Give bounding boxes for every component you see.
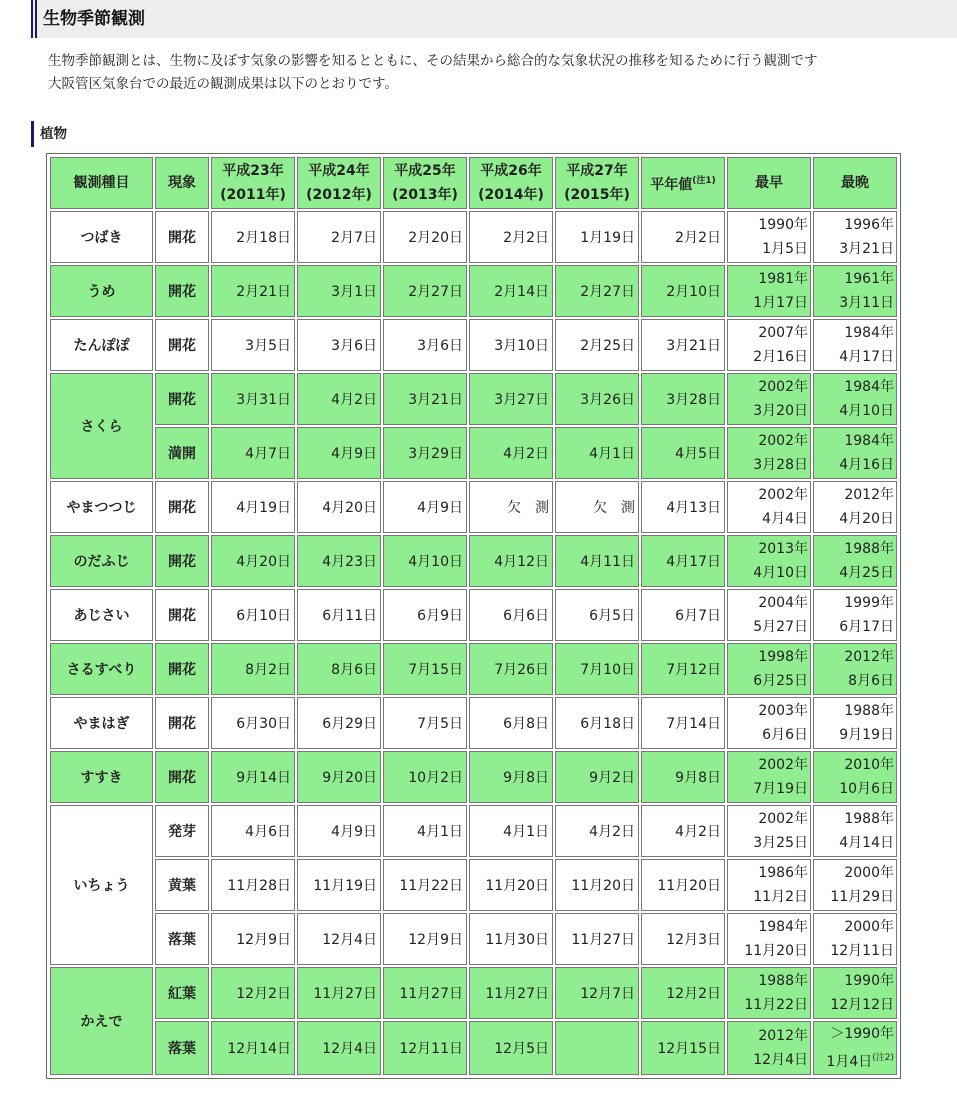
cell-earliest (727, 319, 811, 371)
cell-phenomenon: 発芽 (155, 805, 209, 857)
cell-phenomenon: 黄葉 (155, 859, 209, 911)
cell-2013: 11月27日 (383, 967, 467, 1019)
latest-year: 1984年 (844, 433, 894, 449)
earliest-date: 2月16日 (753, 349, 808, 365)
cell-2012: 4月2日 (297, 373, 381, 425)
latest-year: 2000年 (844, 919, 894, 935)
cell-latest (813, 589, 897, 641)
cell-earliest (727, 859, 811, 911)
earliest-year: 1998年 (758, 649, 808, 665)
cell-2014: 7月26日 (469, 643, 553, 695)
latest-year: 1990年 (844, 973, 894, 989)
earliest-date: 5月27日 (753, 619, 808, 635)
cell-2012: 2月7日 (297, 211, 381, 263)
cell-2012: 12月4日 (297, 913, 381, 965)
cell-species: のだふじ (50, 535, 153, 587)
header-2015-jp: 平成27年 (566, 163, 628, 179)
page-title: 生物季節観測 (43, 9, 145, 29)
cell-earliest (727, 265, 811, 317)
earliest-date: 1月5日 (762, 241, 808, 257)
cell-latest (813, 319, 897, 371)
phenology-table (48, 155, 899, 1077)
header-2012-jp: 平成24年 (308, 163, 370, 179)
header-2013 (383, 157, 467, 209)
earliest-year: 2002年 (758, 433, 808, 449)
latest-year: 1988年 (844, 811, 894, 827)
cell-2013: 6月9日 (383, 589, 467, 641)
cell-2011: 12月14日 (211, 1021, 295, 1075)
cell-latest (813, 805, 897, 857)
earliest-year: 2013年 (758, 541, 808, 557)
latest-date: 4月16日 (839, 457, 894, 473)
latest-year: 2010年 (844, 757, 894, 773)
earliest-year: 2007年 (758, 325, 808, 341)
cell-2011: 3月31日 (211, 373, 295, 425)
cell-phenomenon: 開花 (155, 481, 209, 533)
cell-phenomenon: 満開 (155, 427, 209, 479)
header-2011 (211, 157, 295, 209)
header-2015 (555, 157, 639, 209)
latest-date: 4月20日 (839, 511, 894, 527)
cell-species: あじさい (50, 589, 153, 641)
cell-2014: 4月2日 (469, 427, 553, 479)
cell-normal: 4月2日 (641, 805, 725, 857)
latest-year: 1996年 (844, 217, 894, 233)
latest-year: 1988年 (844, 703, 894, 719)
latest-year: 1984年 (844, 379, 894, 395)
cell-2011: 4月20日 (211, 535, 295, 587)
earliest-date: 7月19日 (753, 781, 808, 797)
cell-normal: 9月8日 (641, 751, 725, 803)
cell-latest (813, 265, 897, 317)
cell-2011: 6月30日 (211, 697, 295, 749)
cell-2011: 9月14日 (211, 751, 295, 803)
lead-paragraph (48, 50, 957, 96)
cell-phenomenon: 開花 (155, 697, 209, 749)
cell-normal: 12月3日 (641, 913, 725, 965)
cell-latest (813, 427, 897, 479)
page-title-bar (31, 0, 957, 38)
cell-2013: 11月22日 (383, 859, 467, 911)
latest-date: 9月19日 (839, 727, 894, 743)
cell-2012: 9月20日 (297, 751, 381, 803)
earliest-year: 2003年 (758, 703, 808, 719)
earliest-date: 3月20日 (753, 403, 808, 419)
cell-species: たんぽぽ (50, 319, 153, 371)
header-normal-note: (注1) (692, 176, 716, 186)
cell-2013: 12月11日 (383, 1021, 467, 1075)
cell-latest (813, 481, 897, 533)
earliest-date: 6月6日 (762, 727, 808, 743)
table-row (50, 643, 897, 695)
earliest-year: 2002年 (758, 757, 808, 773)
header-2013-ad: (2013年) (392, 187, 458, 203)
cell-2014: 6月8日 (469, 697, 553, 749)
cell-2014: 3月10日 (469, 319, 553, 371)
cell-2012: 8月6日 (297, 643, 381, 695)
cell-earliest (727, 535, 811, 587)
cell-2013: 3月6日 (383, 319, 467, 371)
earliest-date: 3月28日 (753, 457, 808, 473)
header-2014-ad: (2014年) (478, 187, 544, 203)
cell-2013: 2月20日 (383, 211, 467, 263)
cell-2011: 4月19日 (211, 481, 295, 533)
cell-2015: 欠 測 (555, 481, 639, 533)
cell-2013: 7月5日 (383, 697, 467, 749)
latest-date: 4月25日 (839, 565, 894, 581)
cell-2015: 2月27日 (555, 265, 639, 317)
cell-2013: 7月15日 (383, 643, 467, 695)
earliest-date: 4月4日 (762, 511, 808, 527)
cell-phenomenon: 開花 (155, 535, 209, 587)
cell-latest (813, 535, 897, 587)
latest-date: 1月4日 (826, 1054, 873, 1070)
header-normal (641, 157, 725, 209)
latest-year: 1984年 (844, 325, 894, 341)
cell-2011: 2月18日 (211, 211, 295, 263)
cell-2013: 4月1日 (383, 805, 467, 857)
header-2014-jp: 平成26年 (480, 163, 542, 179)
latest-date: 12月12日 (830, 997, 894, 1013)
header-2013-jp: 平成25年 (394, 163, 456, 179)
cell-normal: 4月5日 (641, 427, 725, 479)
lead-line-2: 大阪管区気象台での最近の観測成果は以下のとおりです。 (48, 76, 398, 92)
cell-earliest (727, 643, 811, 695)
table-row (50, 913, 897, 965)
lead-line-1: 生物季節観測とは、生物に及ぼす気象の影響を知るとともに、その結果から総合的な気象状況の推移を知るために行う観測です (48, 53, 818, 69)
cell-2014: 11月27日 (469, 967, 553, 1019)
earliest-date: 4月10日 (753, 565, 808, 581)
cell-2013: 12月9日 (383, 913, 467, 965)
cell-2012: 6月29日 (297, 697, 381, 749)
cell-2013: 3月29日 (383, 427, 467, 479)
latest-date: 8月6日 (848, 673, 894, 689)
cell-phenomenon: 紅葉 (155, 967, 209, 1019)
header-2011-jp: 平成23年 (222, 163, 284, 179)
cell-2012: 3月6日 (297, 319, 381, 371)
cell-phenomenon: 落葉 (155, 1021, 209, 1075)
latest-year: 1961年 (844, 271, 894, 287)
header-2012 (297, 157, 381, 209)
header-2012-ad: (2012年) (306, 187, 372, 203)
cell-2014: 欠 測 (469, 481, 553, 533)
cell-2015: 7月10日 (555, 643, 639, 695)
cell-2014: 6月6日 (469, 589, 553, 641)
cell-2015 (555, 1021, 639, 1075)
cell-normal: 7月14日 (641, 697, 725, 749)
cell-2012: 4月9日 (297, 805, 381, 857)
cell-normal: 4月17日 (641, 535, 725, 587)
cell-normal: 12月15日 (641, 1021, 725, 1075)
cell-earliest (727, 373, 811, 425)
latest-date: 3月21日 (839, 241, 894, 257)
table-header-row (50, 157, 897, 209)
cell-2014: 4月12日 (469, 535, 553, 587)
cell-normal: 2月2日 (641, 211, 725, 263)
cell-2015: 6月18日 (555, 697, 639, 749)
cell-normal: 3月28日 (641, 373, 725, 425)
cell-2012: 4月20日 (297, 481, 381, 533)
table-row (50, 967, 897, 1019)
header-phenomenon: 現象 (155, 157, 209, 209)
table-row (50, 211, 897, 263)
cell-phenomenon: 落葉 (155, 913, 209, 965)
latest-year: 2012年 (844, 487, 894, 503)
header-2011-ad: (2011年) (220, 187, 286, 203)
table-row (50, 1021, 897, 1075)
cell-species: かえで (50, 967, 153, 1075)
header-2014 (469, 157, 553, 209)
cell-species: さくら (50, 373, 153, 479)
cell-phenomenon: 開花 (155, 319, 209, 371)
cell-normal: 11月20日 (641, 859, 725, 911)
cell-species: やまはぎ (50, 697, 153, 749)
cell-latest (813, 859, 897, 911)
table-row (50, 697, 897, 749)
table-row (50, 751, 897, 803)
table-row (50, 373, 897, 425)
header-species: 観測種目 (50, 157, 153, 209)
earliest-year: 1988年 (758, 973, 808, 989)
cell-2011: 11月28日 (211, 859, 295, 911)
cell-species: いちょう (50, 805, 153, 965)
header-normal-label: 平年値 (650, 177, 693, 193)
cell-2015: 4月1日 (555, 427, 639, 479)
earliest-year: 2012年 (758, 1028, 808, 1044)
cell-2013: 4月10日 (383, 535, 467, 587)
cell-earliest (727, 481, 811, 533)
cell-latest (813, 697, 897, 749)
cell-2012: 3月1日 (297, 265, 381, 317)
latest-date: 3月11日 (839, 295, 894, 311)
cell-species: やまつつじ (50, 481, 153, 533)
cell-species: すすき (50, 751, 153, 803)
latest-date: 11月29日 (830, 889, 894, 905)
cell-phenomenon: 開花 (155, 373, 209, 425)
cell-2015: 4月2日 (555, 805, 639, 857)
cell-phenomenon: 開花 (155, 643, 209, 695)
cell-earliest (727, 751, 811, 803)
header-earliest: 最早 (727, 157, 811, 209)
cell-earliest (727, 1021, 811, 1075)
cell-normal: 6月7日 (641, 589, 725, 641)
cell-species: うめ (50, 265, 153, 317)
earliest-year: 1986年 (758, 865, 808, 881)
cell-2012: 11月19日 (297, 859, 381, 911)
earliest-year: 1990年 (758, 217, 808, 233)
cell-2015: 6月5日 (555, 589, 639, 641)
cell-latest (813, 751, 897, 803)
cell-2015: 9月2日 (555, 751, 639, 803)
latest-note: (注2) (872, 1053, 894, 1063)
cell-earliest (727, 913, 811, 965)
cell-2015: 2月25日 (555, 319, 639, 371)
cell-2014: 2月2日 (469, 211, 553, 263)
cell-2014: 11月30日 (469, 913, 553, 965)
latest-year: 1988年 (844, 541, 894, 557)
cell-2011: 4月7日 (211, 427, 295, 479)
cell-latest (813, 913, 897, 965)
cell-earliest (727, 697, 811, 749)
cell-2012: 11月27日 (297, 967, 381, 1019)
cell-2013: 10月2日 (383, 751, 467, 803)
cell-earliest (727, 427, 811, 479)
latest-date: 4月14日 (839, 835, 894, 851)
cell-latest (813, 211, 897, 263)
header-2015-ad: (2015年) (564, 187, 630, 203)
cell-2015: 4月11日 (555, 535, 639, 587)
table-row (50, 265, 897, 317)
table-row (50, 427, 897, 479)
earliest-year: 2002年 (758, 379, 808, 395)
latest-year: 1999年 (844, 595, 894, 611)
cell-phenomenon: 開花 (155, 589, 209, 641)
cell-2015: 11月27日 (555, 913, 639, 965)
cell-2014: 4月1日 (469, 805, 553, 857)
table-row (50, 319, 897, 371)
cell-normal: 3月21日 (641, 319, 725, 371)
latest-date: 12月11日 (830, 943, 894, 959)
cell-2012: 6月11日 (297, 589, 381, 641)
earliest-year: 2002年 (758, 811, 808, 827)
table-row (50, 481, 897, 533)
cell-2011: 2月21日 (211, 265, 295, 317)
cell-2011: 12月2日 (211, 967, 295, 1019)
cell-2015: 11月20日 (555, 859, 639, 911)
latest-date: 10月6日 (839, 781, 894, 797)
table-row (50, 805, 897, 857)
earliest-year: 1984年 (758, 919, 808, 935)
latest-date: 4月10日 (839, 403, 894, 419)
latest-date: 6月17日 (839, 619, 894, 635)
cell-phenomenon: 開花 (155, 751, 209, 803)
section-heading-plants: 植物 (31, 121, 67, 147)
latest-year: 2012年 (844, 649, 894, 665)
earliest-date: 3月25日 (753, 835, 808, 851)
earliest-date: 11月2日 (753, 889, 808, 905)
cell-phenomenon: 開花 (155, 265, 209, 317)
cell-2014: 2月14日 (469, 265, 553, 317)
table-row (50, 535, 897, 587)
cell-2011: 12月9日 (211, 913, 295, 965)
cell-2014: 3月27日 (469, 373, 553, 425)
latest-year: ＞1990年 (830, 1026, 894, 1042)
earliest-year: 2004年 (758, 595, 808, 611)
cell-earliest (727, 805, 811, 857)
cell-2013: 2月27日 (383, 265, 467, 317)
earliest-date: 12月4日 (753, 1052, 808, 1068)
cell-2013: 3月21日 (383, 373, 467, 425)
phenology-table-frame (46, 153, 901, 1079)
earliest-year: 1981年 (758, 271, 808, 287)
earliest-date: 11月20日 (744, 943, 808, 959)
cell-2011: 4月6日 (211, 805, 295, 857)
cell-2013: 4月9日 (383, 481, 467, 533)
cell-2012: 4月9日 (297, 427, 381, 479)
cell-earliest (727, 967, 811, 1019)
cell-latest (813, 373, 897, 425)
earliest-year: 2002年 (758, 487, 808, 503)
cell-latest (813, 967, 897, 1019)
earliest-date: 11月22日 (744, 997, 808, 1013)
earliest-date: 1月17日 (753, 295, 808, 311)
cell-2014: 9月8日 (469, 751, 553, 803)
latest-year: 2000年 (844, 865, 894, 881)
cell-normal: 2月10日 (641, 265, 725, 317)
cell-latest (813, 1021, 897, 1075)
cell-phenomenon: 開花 (155, 211, 209, 263)
cell-2011: 3月5日 (211, 319, 295, 371)
cell-2014: 11月20日 (469, 859, 553, 911)
cell-2011: 8月2日 (211, 643, 295, 695)
header-latest: 最晩 (813, 157, 897, 209)
cell-2015: 3月26日 (555, 373, 639, 425)
cell-2014: 12月5日 (469, 1021, 553, 1075)
earliest-date: 6月25日 (753, 673, 808, 689)
cell-2012: 12月4日 (297, 1021, 381, 1075)
cell-2015: 1月19日 (555, 211, 639, 263)
cell-species: つばき (50, 211, 153, 263)
latest-date: 4月17日 (839, 349, 894, 365)
cell-species: さるすべり (50, 643, 153, 695)
cell-2011: 6月10日 (211, 589, 295, 641)
table-row (50, 589, 897, 641)
cell-2012: 4月23日 (297, 535, 381, 587)
cell-normal: 12月2日 (641, 967, 725, 1019)
cell-normal: 4月13日 (641, 481, 725, 533)
cell-earliest (727, 589, 811, 641)
cell-normal: 7月12日 (641, 643, 725, 695)
cell-2015: 12月7日 (555, 967, 639, 1019)
cell-latest (813, 643, 897, 695)
cell-earliest (727, 211, 811, 263)
table-row (50, 859, 897, 911)
